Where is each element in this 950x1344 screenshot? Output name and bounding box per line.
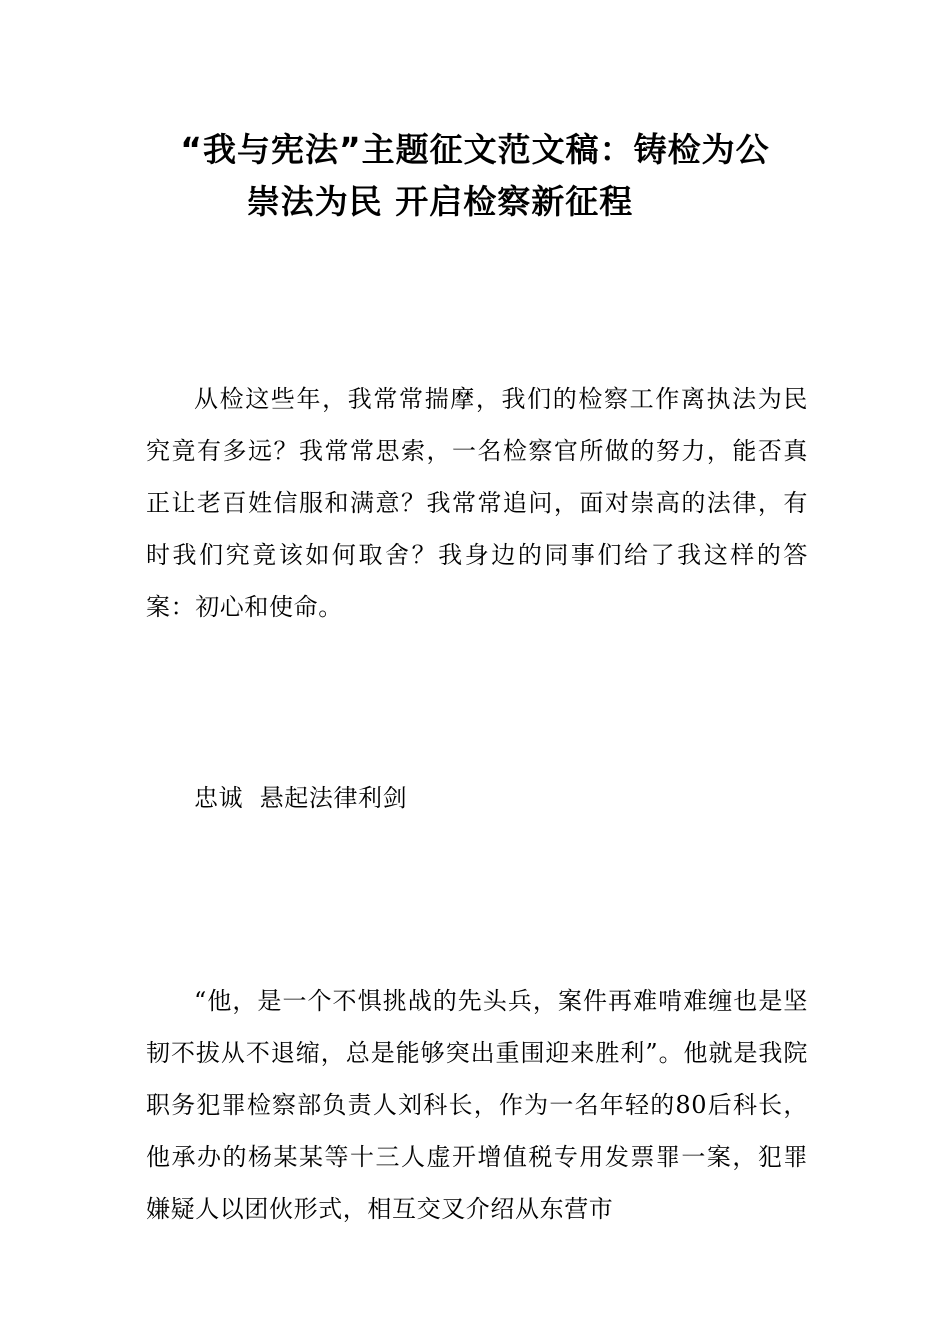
body-paragraph: “他，是一个不惧挑战的先头兵，案件再难啃难缠也是坚韧不拔从不退缩，总是能够突出重围迎来胜利”。他就是我院职务犯罪检察部负责人刘科长，作为一名年轻的80后科长，他承办的杨某某等十三人虚开增值税专用发票罪一案，犯罪嫌疑人以团伙形式，相互交叉介绍从东营市 <box>146 987 808 1223</box>
section-heading: 忠诚 悬起法律利剑 <box>194 784 408 812</box>
document-title-line-2: 崇法为民 开启检察新征程 <box>246 182 634 221</box>
document-title-line-1: “我与宪法”主题征文范文稿：铸检为公 <box>180 130 770 169</box>
intro-paragraph: 从检这些年，我常常揣摩，我们的检察工作离执法为民究竟有多远？我常常思索，一名检察官所做的努力，能否真正让老百姓信服和满意？我常常追问，面对崇高的法律，有时我们究竟该如何取舍？我身边的同事们给了我这样的答案：初心和使命。 <box>146 385 808 621</box>
